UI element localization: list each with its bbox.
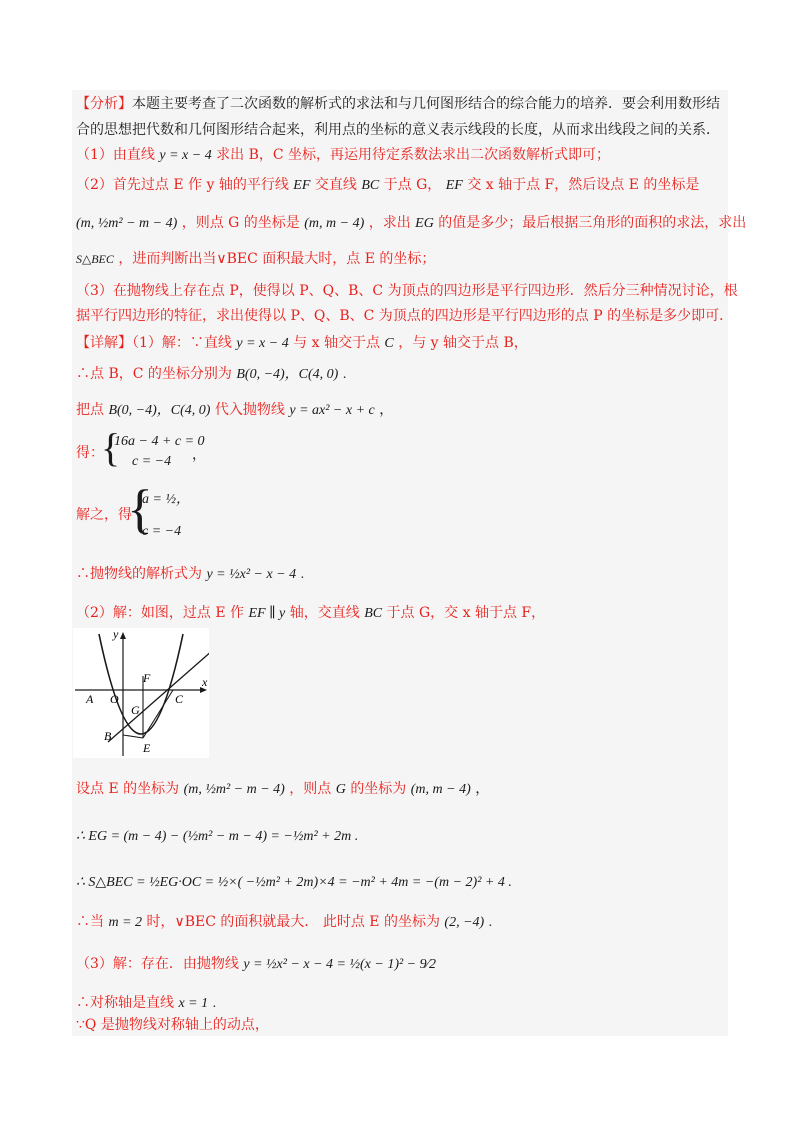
detail-line-2 <box>76 365 346 384</box>
analysis-part-3-line-2: 据平行四边形的特征，求出使得以 P、Q、B、C 为顶点的四边形是平行四边形的点 P 的坐标是多少即可． <box>76 308 734 324</box>
analysis-p2-text-a: （2）首先过点 E 作 y 轴的平行线 <box>76 177 289 193</box>
period-2: . <box>300 567 305 582</box>
analysis-tag: 【分析】 <box>76 96 132 112</box>
detail-d4-text-a: （2）解：如图，过点 E 作 <box>76 605 245 621</box>
point-g-coord: (m, m − 4) <box>304 216 365 231</box>
analysis-p2-text-h: ，进而判断出当∨BEC 面积最大时，点 E 的坐标； <box>118 251 436 267</box>
detail-d8-text-a: ∴当 <box>76 914 104 930</box>
analysis-line-1 <box>76 95 720 113</box>
system-1-brace: { <box>101 425 121 470</box>
segment-bc: BC <box>361 178 380 193</box>
segment-ef-2: EF <box>445 178 463 193</box>
point-g-coord-2: (m, m − 4) <box>410 782 471 797</box>
system-2-eq-2-text: c = −4 <box>142 524 182 539</box>
label-c: C <box>175 692 184 706</box>
point-e-coord-2: (m, ½m² − m − 4) <box>183 782 285 797</box>
y-axis-arrow <box>120 632 126 639</box>
detail-part-2-line-2 <box>76 780 489 799</box>
area-derivation <box>76 873 512 892</box>
detail-d3-text-c: 代入抛物线 <box>214 402 285 418</box>
figure-svg <box>73 628 209 758</box>
detail-d5-text-e: 的坐标为 <box>350 781 407 797</box>
period-3: . <box>488 915 493 930</box>
area-equation: ∴ S△BEC = ½EG·OC = ½×( −½m² + 2m)×4 = −m² + 4m = −(m − 2)² + 4 . <box>76 875 512 890</box>
system-2-eq-2 <box>142 522 181 541</box>
points-bc-coords: B(0, −4)，C(4, 0) <box>236 367 339 382</box>
point-e-coord: (m, ½m² − m − 4) <box>76 216 178 231</box>
detail-part-2-line-1 <box>76 604 545 623</box>
point-g-label: G <box>335 782 346 797</box>
max-area-line <box>76 913 492 932</box>
segment-ec <box>143 690 173 738</box>
detail-line-1 <box>76 334 528 353</box>
label-x: x <box>202 675 208 689</box>
result-parabola <box>76 565 304 584</box>
point-e-result: (2, −4) <box>444 915 485 930</box>
detail-tag: 【详解】 <box>76 335 132 351</box>
analysis-p2-text-d: 交 x 轴于点 F，然后设点 E 的坐标是 <box>467 177 700 193</box>
q-moving-point-line: ∵Q 是抛物线对称轴上的动点， <box>76 1017 269 1033</box>
analysis-p1-text-b: 求出 B，C 坐标，再运用待定系数法求出二次函数解析式即可； <box>216 147 611 163</box>
detail-d4-text-e: 于点 G，交 x 轴于点 F， <box>386 605 546 621</box>
analysis-p2-text-b: 交直线 <box>314 177 357 193</box>
eg-equation: ∴ EG = (m − 4) − (½m² − m − 4) = −½m² + 2m . <box>76 829 359 844</box>
point-c-label: C <box>384 336 394 351</box>
label-e: E <box>143 741 151 755</box>
analysis-part-1 <box>76 146 610 165</box>
system-1-eq-2-text: c = −4 <box>132 454 172 469</box>
segment-eg: EG <box>415 216 434 231</box>
parabola-general-form: y = ax² − x + c <box>289 403 375 418</box>
analysis-p2-text-e: ，则点 G 的坐标是 <box>181 215 300 231</box>
axis-equation: x = 1 <box>178 996 209 1011</box>
parabola-figure <box>73 628 209 758</box>
analysis-part-3-line-1: （3）在抛物线上存在点 P，使得以 P、Q、B、C 为顶点的四边形是平行四边形．然后分三种情况讨论，根 <box>76 283 738 299</box>
detail-d10-text-a: ∴对称轴是直线 <box>76 995 174 1011</box>
points-bc-coords-2: B(0, −4)，C(4, 0) <box>108 403 211 418</box>
label-y: y <box>113 628 119 641</box>
system-1-comma: ， <box>192 448 206 463</box>
detail-d9-text-a: （3）解：存在．由抛物线 <box>76 956 239 972</box>
system-1-eq-2 <box>132 452 171 471</box>
segment-be <box>123 735 143 738</box>
period: . <box>342 367 347 382</box>
analysis-line-2: 合的思想把代数和几何图形结合起来，利用点的坐标的意义表示线段的长度，从而求出线段之间的关系． <box>76 122 720 138</box>
detail-line-equation: y = x − 4 <box>236 336 289 351</box>
analysis-part-2-line-3 <box>76 250 435 268</box>
analysis-p2-text-c: 于点 G， <box>383 177 442 193</box>
label-o: O <box>110 692 119 706</box>
comma: ， <box>379 403 394 418</box>
system-2-brace: { <box>127 479 153 539</box>
detail-line-3 <box>76 401 393 420</box>
area-symbol: S△BEC <box>76 252 114 266</box>
label-g: G <box>131 703 140 717</box>
label-b: B <box>104 729 112 743</box>
ef-parallel-y: EF ∥ y <box>248 606 286 621</box>
parabola-curve <box>99 634 183 734</box>
system-1-label: 得： <box>76 445 104 461</box>
analysis-part-2-line-1 <box>76 176 699 195</box>
eg-derivation <box>76 827 358 846</box>
detail-d1-text-a: （1）解：∵直线 <box>132 335 232 351</box>
detail-d4-text-c: 轴，交直线 <box>289 605 360 621</box>
system-2-eq-1-text: a = ½， <box>142 492 190 507</box>
analysis-part-2-line-2 <box>76 214 746 233</box>
axis-of-symmetry-line <box>76 994 216 1013</box>
parabola-vertex-form: y = ½x² − x − 4 = ½(x − 1)² − 9⁄2 <box>243 957 436 972</box>
system-1-eq-1 <box>114 432 205 451</box>
system-1-end <box>192 446 206 465</box>
segment-bc-2: BC <box>364 606 383 621</box>
analysis-p1-text: （1）由直线 <box>76 147 155 163</box>
period-4: . <box>212 996 217 1011</box>
segment-ef: EF <box>293 178 311 193</box>
line-equation: y = x − 4 <box>159 148 212 163</box>
label-a: A <box>86 692 94 706</box>
label-f: F <box>143 671 151 685</box>
parabola-equation: y = ½x² − x − 4 <box>206 567 297 582</box>
system-2-eq-1 <box>142 490 190 509</box>
detail-d3-text-a: 把点 <box>76 402 104 418</box>
analysis-p2-text-g: 的值是多少；最后根据三角形的面积的求法，求出 <box>438 215 747 231</box>
detail-d2-text: ∴点 B，C 的坐标分别为 <box>76 366 232 382</box>
detail-d1-text-b: 与 x 轴交于点 <box>293 335 380 351</box>
system-2-label: 解之，得 <box>76 507 132 523</box>
detail-d1-text-d: ，与 y 轴交于点 B， <box>398 335 528 351</box>
detail-d5-text-c: ，则点 <box>289 781 332 797</box>
comma-2: ， <box>475 782 490 797</box>
detail-d5-text-a: 设点 E 的坐标为 <box>76 781 180 797</box>
detail-part-3-line-1 <box>76 955 436 974</box>
detail-d8-text-c: 时，∨BEC 的面积就最大． 此时点 E 的坐标为 <box>146 914 440 930</box>
analysis-p2-text-f: ，求出 <box>368 215 411 231</box>
result-text: ∴抛物线的解析式为 <box>76 566 202 582</box>
analysis-text-1: 本题主要考查了二次函数的解析式的求法和与几何图形结合的综合能力的培养．要会利用数形结 <box>132 96 720 112</box>
m-value: m = 2 <box>108 915 143 930</box>
system-1-eq-1-text: 16a − 4 + c = 0 <box>114 434 205 449</box>
